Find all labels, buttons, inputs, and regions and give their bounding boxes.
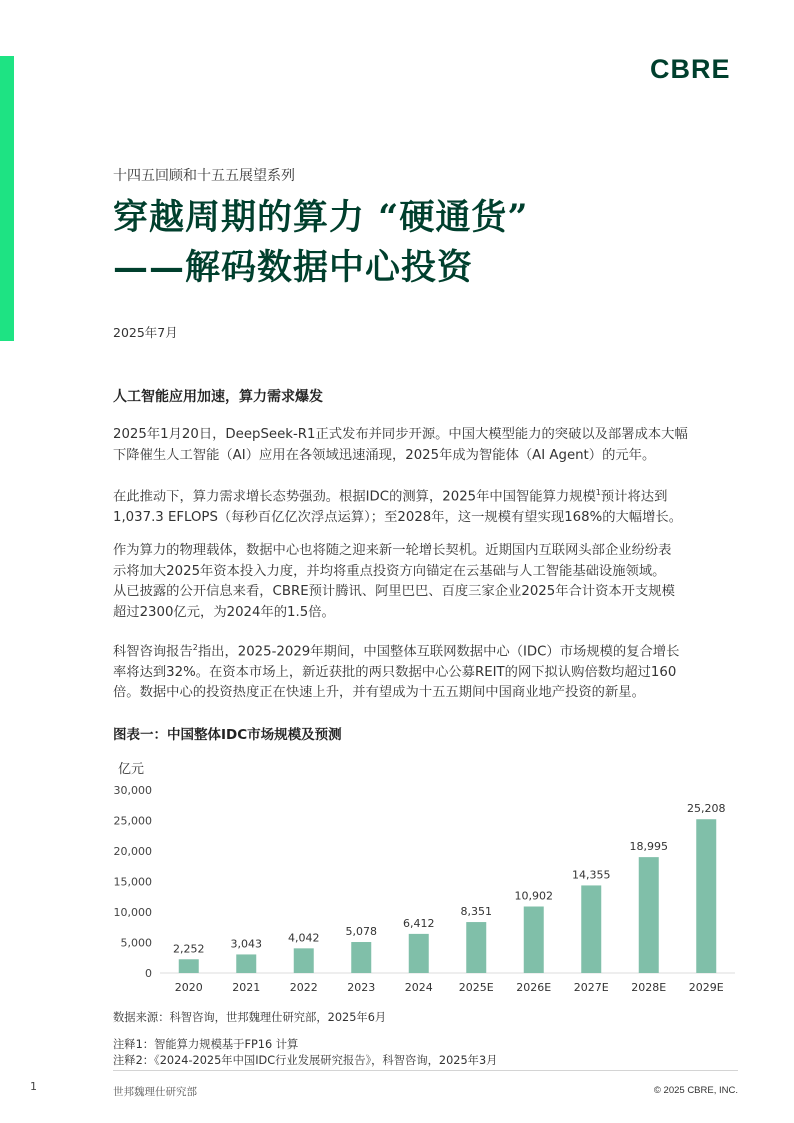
- bar-2025E: [466, 922, 486, 973]
- note-1: 注释1：智能算力规模基于FP16 计算: [113, 1038, 299, 1051]
- y-tick-label: 5,000: [120, 936, 152, 950]
- data-label: 2,252: [173, 942, 205, 956]
- data-label: 25,208: [687, 802, 726, 816]
- figure-title: 图表一：中国整体IDC市场规模及预测: [113, 727, 342, 743]
- bar-2024: [409, 934, 429, 973]
- idc-market-bar-chart: [110, 755, 750, 1000]
- bar-2022: [294, 948, 314, 973]
- y-tick-label: 25,000: [113, 814, 152, 828]
- data-label: 8,351: [460, 905, 492, 919]
- title-line-2: ——解码数据中心投资: [113, 247, 474, 288]
- footnote-ref-1: 1: [595, 488, 601, 497]
- paragraph-line: 下降催生人工智能（AI）应用在各领域迅速涌现，2025年成为智能体（AI Agent）的元年。: [113, 447, 656, 463]
- paragraph-line: 1,037.3 EFLOPS（每秒百亿亿次浮点运算）；至2028年，这一规模有望实现168%的大幅增长。: [113, 509, 682, 525]
- section-heading: 人工智能应用加速，算力需求爆发: [113, 389, 323, 405]
- x-tick-label: 2027E: [573, 981, 609, 994]
- data-source: 数据来源：科智咨询，世邦魏理仕研究部，2025年6月: [113, 1011, 387, 1024]
- bar-2027E: [581, 885, 601, 973]
- bar-2023: [351, 942, 371, 973]
- paragraph-line: 从已披露的公开信息来看，CBRE预计腾讯、阿里巴巴、百度三家企业2025年合计资本开支规模: [113, 584, 675, 599]
- data-label: 6,412: [403, 916, 435, 930]
- y-tick-label: 20,000: [113, 845, 152, 858]
- accent-bar: [0, 56, 14, 341]
- text-span: 科智咨询报告: [113, 644, 193, 660]
- x-tick-label: 2022: [289, 981, 318, 994]
- bar-2021: [236, 954, 256, 973]
- paragraph-2: [113, 483, 753, 528]
- footnote-ref-2: 2: [192, 643, 198, 652]
- y-axis-label: 亿元: [118, 762, 145, 777]
- y-tick-label: 30,000: [113, 784, 152, 797]
- paragraph-1: [113, 425, 753, 466]
- page-number: 1: [30, 1080, 37, 1093]
- data-label: 14,355: [572, 868, 611, 882]
- paragraph-line: 率将达到32%。在资本市场上，新近获批的两只数据中心公募REIT的网下拟认购倍数均超过160: [113, 664, 677, 680]
- paragraph-line: 倍。数据中心的投资热度正在快速上升，并有望成为十五五期间中国商业地产投资的新星。: [113, 685, 645, 701]
- page-title: [113, 193, 528, 293]
- x-tick-label: 2028E: [631, 981, 667, 994]
- x-tick-label: 2021: [232, 981, 261, 994]
- text-span: 预计将达到: [600, 489, 668, 505]
- data-label: 3,043: [230, 937, 262, 951]
- paragraph-line: [113, 483, 753, 508]
- data-label: 5,078: [345, 925, 377, 939]
- text-span: 在此推动下，算力需求增长态势强劲。根据IDC的测算，2025年中国智能算力规模: [113, 489, 596, 505]
- data-label: 10,902: [514, 889, 553, 903]
- x-tick-label: 2029E: [688, 981, 724, 994]
- text-span: 指出，2025-2029年期间，中国整体互联网数据中心（IDC）市场规模的复合增长: [197, 644, 680, 660]
- footer-copyright: © 2025 CBRE, INC.: [653, 1085, 738, 1096]
- footer-org: 世邦魏理仕研究部: [113, 1086, 197, 1098]
- series-label: 十四五回顾和十五五展望系列: [113, 168, 295, 184]
- y-tick-label: 15,000: [113, 875, 152, 889]
- report-date: 2025年7月: [113, 325, 178, 340]
- x-tick-label: 2020: [174, 981, 203, 994]
- data-label: 4,042: [288, 931, 320, 945]
- paragraph-4: [113, 638, 753, 704]
- paragraph-line: 作为算力的物理载体，数据中心也将随之迎来新一轮增长契机。近期国内互联网头部企业纷纷表: [113, 543, 672, 558]
- x-tick-label: 2025E: [458, 981, 494, 994]
- note-2: 注释2：《2024-2025年中国IDC行业发展研究报告》，科智咨询，2025年3月: [113, 1054, 498, 1067]
- data-label: 18,995: [629, 840, 668, 854]
- x-tick-label: 2023: [347, 981, 376, 994]
- bar-2029E: [696, 819, 716, 973]
- footer-divider: [113, 1070, 738, 1071]
- y-tick-label: 10,000: [113, 906, 152, 919]
- paragraph-line: 超过2300亿元，为2024年的1.5倍。: [113, 604, 335, 620]
- bar-2026E: [524, 906, 544, 973]
- y-tick-label: 0: [145, 967, 152, 980]
- paragraph-line: 示将加大2025年资本投入力度，并均将重点投资方向锚定在云基础与人工智能基础设施领域。: [113, 563, 666, 579]
- cbre-logo: CBRE: [650, 54, 731, 84]
- bar-2028E: [639, 857, 659, 973]
- x-tick-label: 2024: [404, 981, 433, 994]
- bar-2020: [179, 959, 199, 973]
- paragraph-line: [113, 638, 753, 663]
- paragraph-3: [113, 541, 753, 623]
- title-line-1: 穿越周期的算力 “硬通货”: [113, 197, 529, 238]
- paragraph-line: 2025年1月20日，DeepSeek-R1正式发布并同步开源。中国大模型能力的突破以及部署成本大幅: [113, 427, 688, 442]
- x-tick-label: 2026E: [516, 981, 552, 994]
